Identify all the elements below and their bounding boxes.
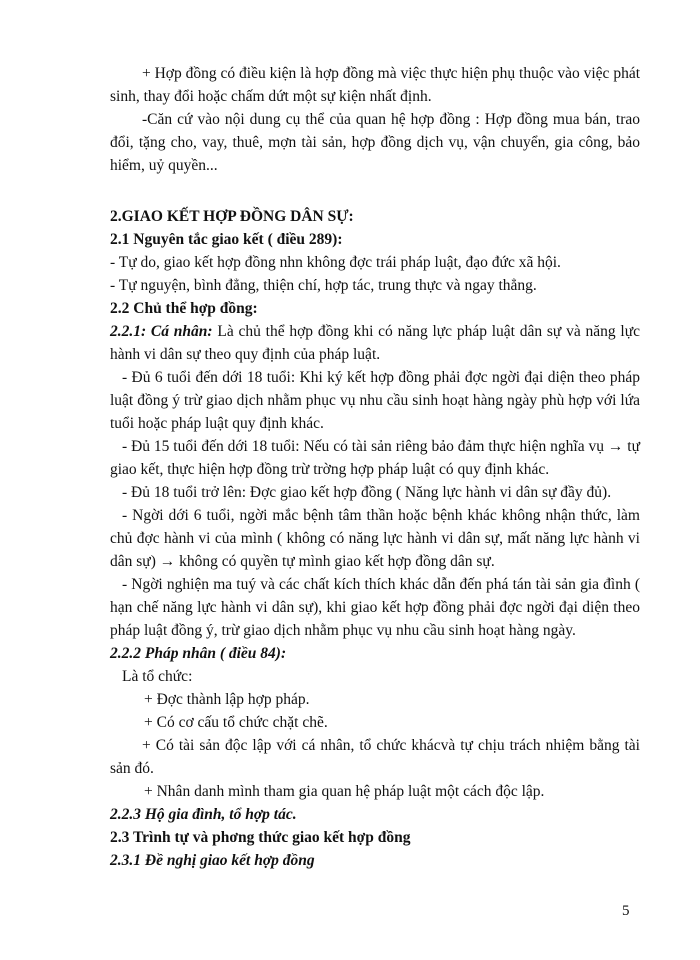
arrow-right-icon: →: [607, 438, 624, 455]
legal-entity-intro: Là tổ chức:: [122, 668, 193, 685]
page-number: 5: [622, 903, 630, 919]
under-6-incapacity: [110, 504, 640, 573]
legal-entity-criterion-1: + Đợc thành lập hợp pháp.: [144, 691, 310, 708]
arrow-right-icon: →: [159, 553, 176, 570]
paragraph-individual: [110, 320, 640, 366]
section-heading-2: 2.GIAO KẾT HỢP ĐỒNG DÂN SỰ:: [110, 208, 354, 225]
heading-2-2-2: 2.2.2 Pháp nhân ( điều 84):: [110, 645, 287, 662]
principle-item-2: - Tự nguyện, bình đẳng, thiện chí, hợp tác, trung thực và ngay thẳng.: [110, 277, 537, 294]
legal-entity-criterion-3: + Có tài sản độc lập với cá nhân, tổ chức khácvà tự chịu trách nhiệm bằng tài sản đó.: [110, 737, 640, 777]
addiction-restriction: - Ngời nghiện ma tuý và các chất kích thích khác dẫn đến phá tán tài sản gia đình ( hạn chế năng lực hành vi dân sự), khi giao kết hợp đồng phải đợc ngời đại diện theo pháp luật đồng ý, trừ giao dịch nhằm phục vụ nhu cầu sinh hoạt hàng ngày.: [110, 576, 640, 639]
principle-item-1: - Tự do, giao kết hợp đồng nhn không đợc trái pháp luật, đạo đức xã hội.: [110, 254, 561, 271]
heading-2-3: 2.3 Trình tự và phơng thức giao kết hợp đồng: [110, 829, 411, 846]
legal-entity-criterion-4: + Nhân danh mình tham gia quan hệ pháp luật một cách độc lập.: [144, 783, 545, 800]
heading-2-2-3: 2.2.3 Hộ gia đình, tổ hợp tác.: [110, 806, 297, 823]
page-content: [110, 62, 640, 872]
age-15-to-18-part1: - Đủ 15 tuổi đến dới 18 tuổi: Nếu có tài sản riêng bảo đảm thực hiện nghĩa vụ: [122, 438, 604, 455]
age-15-to-18: [110, 435, 640, 481]
heading-2-1: 2.1 Nguyên tắc giao kết ( điều 289):: [110, 231, 343, 248]
paragraph-conditional-contract: + Hợp đồng có điều kiện là hợp đồng mà việc thực hiện phụ thuộc vào việc phát sinh, thay đổi hoặc chấm dứt một sự kiện nhất định.: [110, 65, 640, 105]
age-15-to-18-part2: tự giao kết, thực hiện hợp đồng trừ trờng hợp pháp luật có quy định khác.: [110, 438, 641, 478]
heading-2-2: 2.2 Chủ thể hợp đồng:: [110, 300, 258, 317]
paragraph-contract-content-types: -Căn cứ vào nội dung cụ thể của quan hệ hợp đồng : Hợp đồng mua bán, trao đổi, tặng cho, vay, thuê, mợn tài sản, hợp đồng dịch vụ, vận chuyển, gia công, bảo hiểm, uỷ quyền...: [110, 111, 640, 174]
heading-2-2-1: 2.2.1: Cá nhân:: [110, 323, 213, 340]
under-6-part1: - Ngời dới 6 tuổi, ngời mắc bệnh tâm thần hoặc bệnh khác không nhận thức, làm chủ đợc hành vi của mình ( không có năng lực hành vi dân sự, mất năng lực hành vi dân sự): [110, 507, 640, 570]
age-6-to-18: - Đủ 6 tuổi đến dới 18 tuổi: Khi ký kết hợp đồng phải đợc ngời đại diện theo pháp luật đồng ý trừ giao dịch nhằm phục vụ nhu cầu sinh hoạt hàng ngày phù hợp với lứa tuổi hoặc pháp luật quy định khác.: [110, 369, 640, 432]
age-18-plus: - Đủ 18 tuổi trở lên: Đợc giao kết hợp đồng ( Năng lực hành vi dân sự đầy đủ).: [122, 484, 612, 501]
legal-entity-criterion-2: + Có cơ cấu tổ chức chặt chẽ.: [144, 714, 328, 731]
heading-2-3-1: 2.3.1 Đề nghị giao kết hợp đồng: [110, 852, 315, 869]
individual-definition: Là chủ thể hợp đồng khi có năng lực pháp luật dân sự và năng lực hành vi dân sự theo quy định của pháp luật.: [110, 323, 641, 363]
under-6-part2: không có quyền tự mình giao kết hợp đồng dân sự.: [179, 553, 495, 570]
